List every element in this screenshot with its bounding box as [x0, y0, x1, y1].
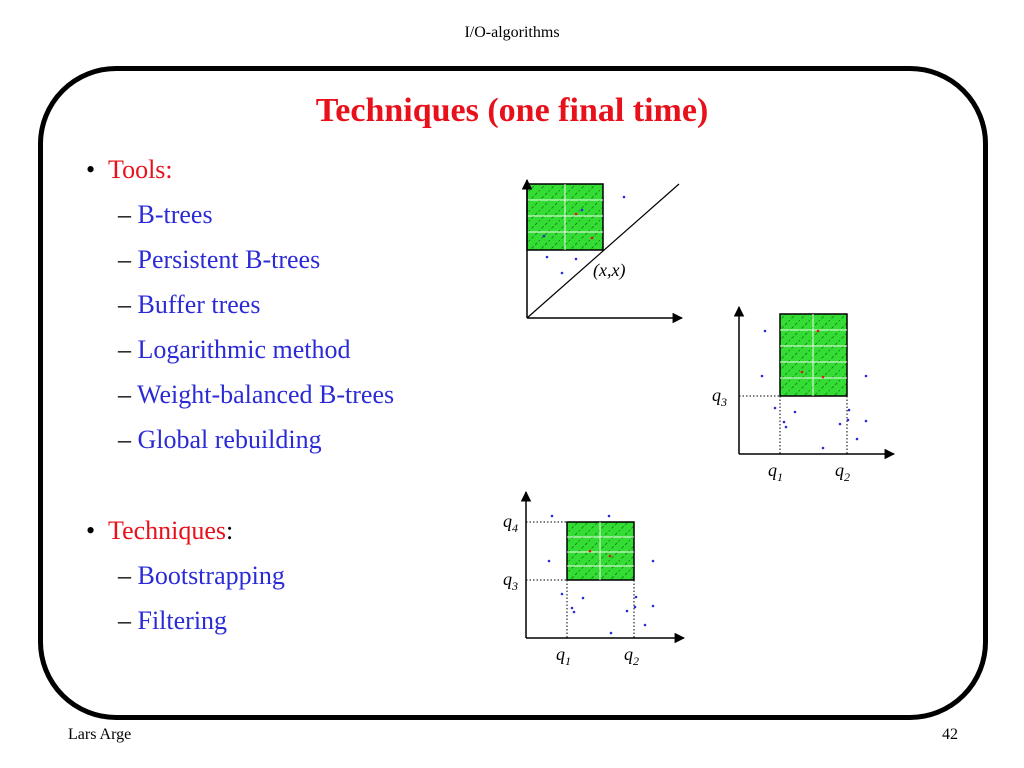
- list-item: – Global rebuilding: [118, 425, 322, 454]
- q3-label: $q_3$: [503, 569, 518, 593]
- tools-heading: Tools:: [108, 155, 173, 184]
- techniques-heading: Techniques: [108, 516, 227, 545]
- figure-four-sided-query: [503, 492, 684, 668]
- diagonal-label: (x,x): [593, 260, 626, 280]
- q1-label: $q_1$: [768, 460, 783, 484]
- q3-label: $q_3$: [712, 385, 727, 409]
- technique-item-bootstrapping: Bootstrapping: [137, 561, 285, 590]
- tool-item-buffer: Buffer trees: [137, 290, 261, 319]
- list-item: – B-trees: [118, 200, 213, 229]
- tool-item-persistent: Persistent B-trees: [137, 245, 321, 274]
- footer-page-number: 42: [942, 726, 958, 743]
- bullet-dot: •: [86, 516, 96, 545]
- slide-title: Techniques (one final time): [315, 92, 709, 129]
- list-item: – Bootstrapping: [118, 561, 285, 590]
- techniques-colon: :: [226, 516, 234, 545]
- q2-label: $q_2$: [624, 644, 639, 668]
- header-title: I/O-algorithms: [464, 24, 560, 41]
- q1-label: $q_1$: [556, 644, 571, 668]
- bullet-dot: •: [86, 155, 96, 184]
- list-item: – Logarithmic method: [118, 335, 351, 364]
- figure-diagonal-query: [527, 180, 682, 318]
- tool-item-btrees: B-trees: [137, 200, 213, 229]
- tool-item-global: Global rebuilding: [137, 425, 322, 454]
- q2-label: $q_2$: [835, 460, 850, 484]
- list-item: – Weight-balanced B-trees: [118, 380, 395, 409]
- dotted-guides: [739, 396, 847, 454]
- technique-item-filtering: Filtering: [137, 606, 228, 635]
- tool-item-weight: Weight-balanced B-trees: [137, 380, 395, 409]
- tool-item-log: Logarithmic method: [137, 335, 351, 364]
- list-item: – Buffer trees: [118, 290, 261, 319]
- list-item: – Filtering: [118, 606, 228, 635]
- q4-label: $q_4$: [503, 511, 518, 535]
- figure-three-sided-query: [712, 307, 894, 484]
- footer-author: Lars Arge: [68, 726, 132, 743]
- list-item: – Persistent B-trees: [118, 245, 321, 274]
